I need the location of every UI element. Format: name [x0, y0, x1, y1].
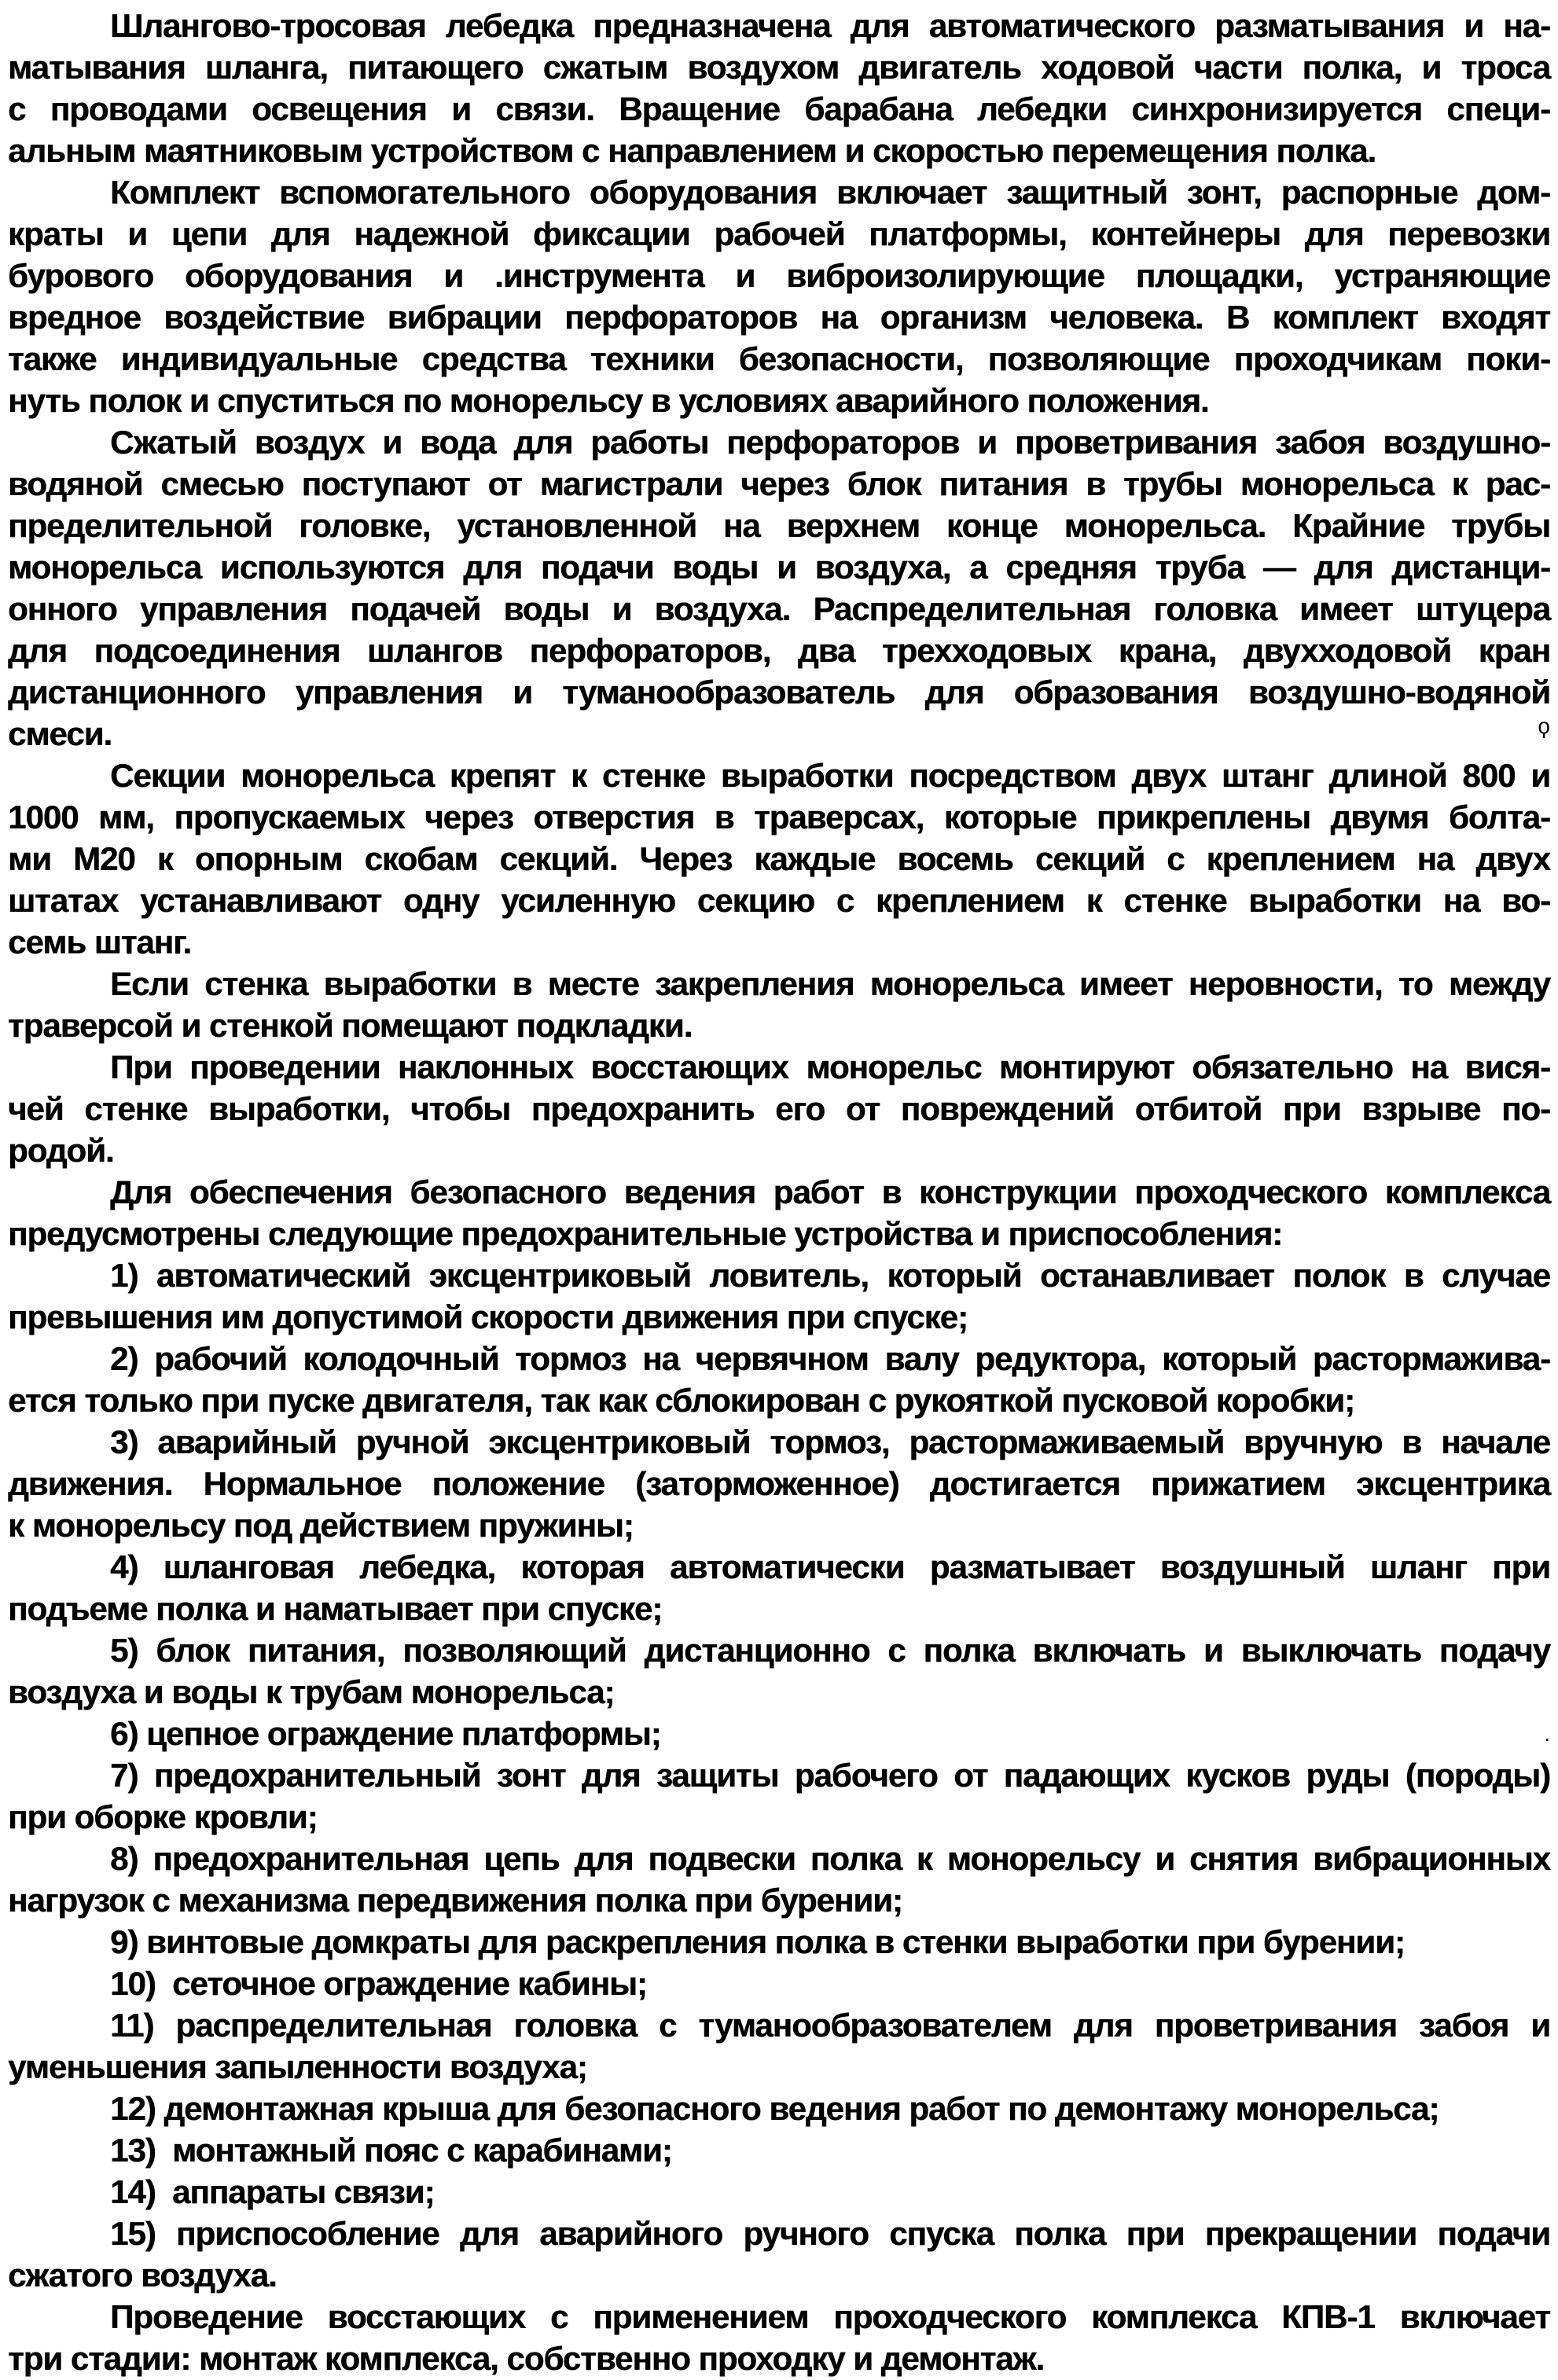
text-line: семь штанг.: [8, 924, 191, 960]
text-line: для подсоединения шлангов перфораторов, два трехходовых крана, двухходовой кран: [8, 632, 1550, 669]
text-line: три стадии: монтаж комплекса, собственно проходку и демонтаж.: [8, 2340, 1045, 2377]
text-line: 15) приспособление для аварийного ручного спуска полка при прекращении подачи: [110, 2215, 1550, 2252]
text-line: водяной смесью поступают от магистрали через блок питания в трубы монорельса к рас-: [8, 465, 1550, 502]
text-line: движения. Нормальное положение (заторможенное) достигается прижатием эксцентрика: [8, 1465, 1550, 1502]
text-line: чей стенке выработки, чтобы предохранить его от повреждений отбитой при взрыве по-: [8, 1090, 1550, 1127]
text-line: пределительной головке, установленной на верхнем конце монорельса. Крайние трубы: [8, 507, 1550, 544]
text-line: Секции монорельса крепят к стенке выработки посредством двух штанг длиной 800 и: [110, 757, 1550, 794]
text-line: 3) аварийный ручной эксцентриковый тормоз, растормаживаемый вручную в начале: [110, 1423, 1550, 1460]
text-line: ми М20 к опорным скобам секций. Через каждые восемь секций с креплением на двух: [8, 840, 1550, 877]
text-line: 5) блок питания, позволяющий дистанционно с полка включать и выключать подачу: [110, 1632, 1550, 1669]
text-line: траверсой и стенкой помещают подкладки.: [8, 1007, 693, 1044]
text-line: родой.: [8, 1132, 114, 1169]
text-block: [8, 5, 1550, 2379]
text-line: уменьшения запыленности воздуха;: [8, 2048, 587, 2085]
text-line: 1000 мм, пропускаемых через отверстия в траверсах, которые прикреплены двумя болта-: [8, 799, 1550, 836]
text-line: ется только при пуске двигателя, так как сблокирован с рукояткой пусковой коробки;: [8, 1382, 1354, 1419]
text-line: 8) предохранительная цепь для подвески полка к монорельсу и снятия вибрационных: [110, 1840, 1550, 1877]
text-line: 7) предохранительный зонт для защиты рабочего от падающих кусков руды (породы): [110, 1757, 1550, 1794]
text-line: 12) демонтажная крыша для безопасного ведения работ по демонтажу монорельса;: [110, 2090, 1439, 2127]
text-line: 11) распределительная головка с туманообразователем для проветривания забоя и: [110, 2007, 1550, 2044]
text-line: Проведение восстающих с применением проходческого комплекса КПВ-1 включает: [110, 2298, 1550, 2335]
text-line: нуть полок и спуститься по монорельсу в условиях аварийного положения.: [8, 382, 1209, 419]
text-line: 4) шланговая лебедка, которая автоматически разматывает воздушный шланг при: [110, 1548, 1550, 1585]
text-line: Сжатый воздух и вода для работы перфораторов и проветривания забоя воздушно-: [110, 424, 1550, 461]
text-line: дистанционного управления и туманообразователь для образования воздушно-водяной: [8, 674, 1550, 711]
text-line: 10) сеточное ограждение кабины;: [110, 1965, 647, 2002]
text-line: 2) рабочий колодочный тормоз на червячном валу редуктора, который растормажива-: [110, 1340, 1550, 1377]
text-line: предусмотрены следующие предохранительные устройства и приспособления:: [8, 1215, 1283, 1252]
text-line: подъеме полка и наматывает при спуске;: [8, 1590, 663, 1627]
text-line: 9) винтовые домкраты для раскрепления полка в стенки выработки при бурении;: [110, 1923, 1405, 1960]
text-line: Комплект вспомогательного оборудования включает защитный зонт, распорные дом-: [110, 174, 1550, 211]
text-line: 1) автоматический эксцентриковый ловитель, который останавливает полок в случае: [110, 1257, 1550, 1294]
text-line: воздуха и воды к трубам монорельса;: [8, 1673, 615, 1710]
text-line: к монорельсу под действием пружины;: [8, 1507, 634, 1544]
text-line: Для обеспечения безопасного ведения работ в конструкции проходческого комплекса: [110, 1173, 1550, 1210]
text-line: онного управления подачей воды и воздуха. Распределительная головка имеет штуцера: [8, 590, 1550, 627]
text-line: 13) монтажный пояс с карабинами;: [110, 2132, 672, 2169]
text-line: бурового оборудования и .инструмента и виброизолирующие площадки, устраняющие: [8, 257, 1550, 294]
text-line: . 6) цепное ограждение платформы;: [8, 1713, 1550, 1754]
text-line: также индивидуальные средства техники безопасности, позволяющие проходчикам поки-: [8, 340, 1550, 377]
text-line: с проводами освещения и связи. Вращение барабана лебедки синхронизируется специ-: [8, 90, 1550, 127]
text-line: альным маятниковым устройством с направлением и скоростью перемещения полка.: [8, 132, 1376, 169]
text-line: краты и цепи для надежной фиксации рабочей платформы, контейнеры для перевозки: [8, 215, 1550, 252]
text-line: Шлангово-тросовая лебедка предназначена для автоматического разматывания и на-: [110, 7, 1550, 44]
text-line: монорельса используются для подачи воды и воздуха, а средняя труба — для дистанци-: [8, 549, 1550, 586]
text-line: при оборке кровли;: [8, 1798, 318, 1835]
text-line: 14) аппараты связи;: [110, 2173, 435, 2210]
text-line: ϙ смеси.: [8, 713, 1550, 755]
scan-artifact-mark: ϙ: [1538, 714, 1550, 738]
text-line: матывания шланга, питающего сжатым воздухом двигатель ходовой части полка, и троса: [8, 49, 1550, 86]
scan-artifact-mark: .: [1544, 1721, 1550, 1746]
text-line: Если стенка выработки в месте закрепления монорельса имеет неровности, то между: [110, 965, 1550, 1002]
text-line: вредное воздействие вибрации перфораторов на организм человека. В комплект входят: [8, 299, 1550, 336]
text-line: При проведении наклонных восстающих монорельс монтируют обязательно на вися-: [110, 1049, 1550, 1085]
text-line: превышения им допустимой скорости движения при спуске;: [8, 1298, 968, 1335]
text-line: штатах устанавливают одну усиленную секцию с креплением к стенке выработки на во-: [8, 882, 1550, 919]
text-line: нагрузок с механизма передвижения полка при бурении;: [8, 1882, 902, 1919]
text-line: сжатого воздуха.: [8, 2257, 277, 2294]
